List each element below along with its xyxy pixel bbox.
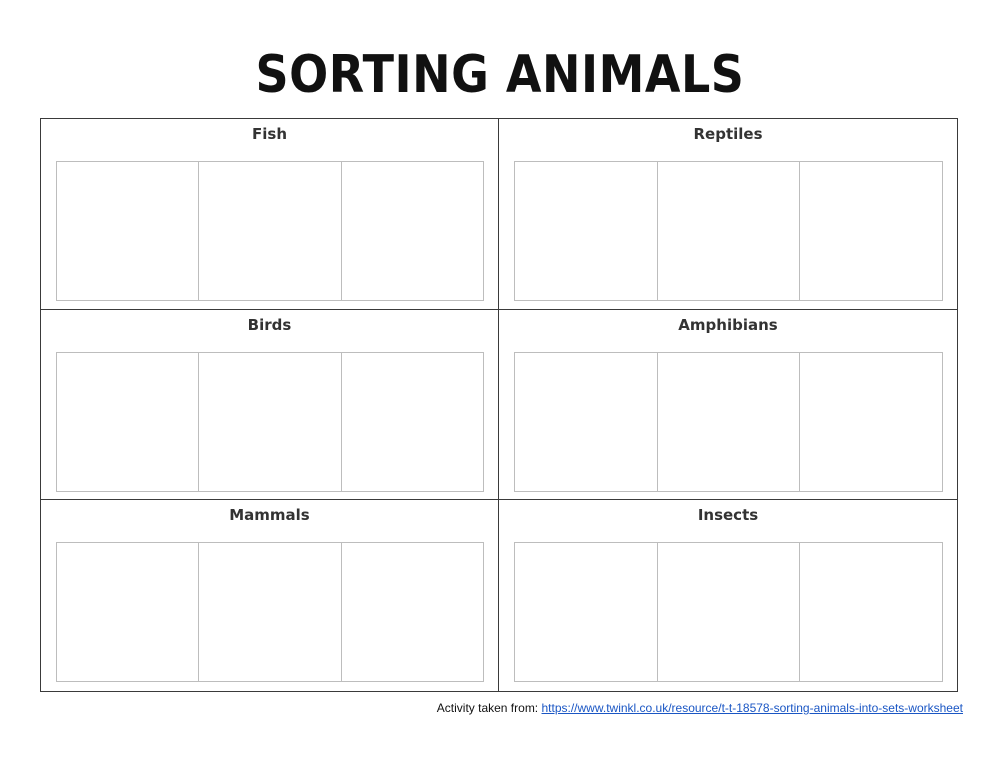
worksheet-title: SORTING ANIMALS: [255, 43, 745, 105]
source-attribution: [437, 701, 963, 715]
drop-zone-group: [514, 352, 943, 492]
drop-box[interactable]: [515, 162, 657, 300]
drop-zone-group: [514, 161, 943, 301]
drop-zone-group: [56, 161, 484, 301]
drop-zone-group: [514, 542, 943, 682]
drop-box[interactable]: [657, 543, 800, 681]
category-label: Reptiles: [693, 125, 763, 143]
drop-box[interactable]: [198, 353, 340, 491]
drop-box[interactable]: [198, 162, 340, 300]
category-birds: [41, 310, 499, 501]
drop-box[interactable]: [657, 353, 800, 491]
drop-box[interactable]: [657, 162, 800, 300]
drop-box[interactable]: [799, 162, 942, 300]
category-fish: [41, 119, 499, 310]
sorting-grid: [40, 118, 958, 692]
drop-box[interactable]: [57, 353, 198, 491]
drop-box[interactable]: [57, 162, 198, 300]
category-mammals: [41, 500, 499, 691]
drop-box[interactable]: [341, 162, 483, 300]
category-insects: [499, 500, 957, 691]
drop-box[interactable]: [341, 543, 483, 681]
drop-box[interactable]: [198, 543, 340, 681]
drop-box[interactable]: [799, 543, 942, 681]
source-link[interactable]: https://www.twinkl.co.uk/resource/t-t-18578-sorting-animals-into-sets-worksheet: [541, 701, 963, 715]
drop-box[interactable]: [341, 353, 483, 491]
category-reptiles: [499, 119, 957, 310]
category-label: Birds: [247, 315, 292, 334]
drop-box[interactable]: [515, 543, 657, 681]
drop-box[interactable]: [515, 353, 657, 491]
drop-box[interactable]: [57, 543, 198, 681]
category-amphibians: [499, 310, 957, 501]
category-label: Insects: [697, 506, 759, 525]
category-label: Amphibians: [678, 315, 778, 334]
drop-zone-group: [56, 352, 484, 492]
category-label: Fish: [252, 125, 287, 143]
category-label: Mammals: [229, 506, 310, 525]
attribution-prefix: Activity taken from:: [436, 701, 539, 715]
drop-box[interactable]: [799, 353, 942, 491]
drop-zone-group: [56, 542, 484, 682]
